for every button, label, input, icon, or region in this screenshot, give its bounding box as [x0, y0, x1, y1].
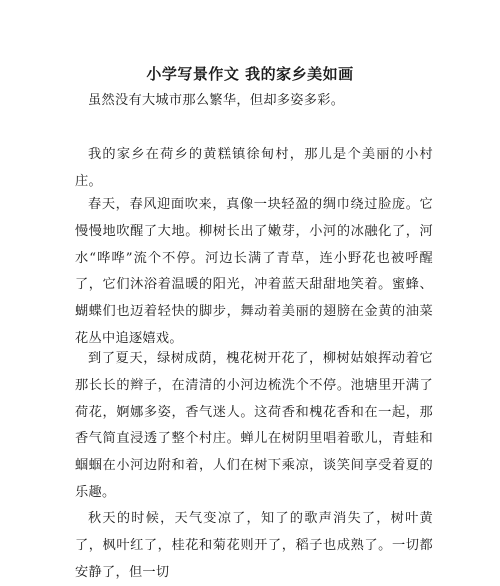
paragraph-autumn: 秋天的时候，天气变凉了，知了的歌声消失了，树叶黄了，枫叶红了，桂花和菊花则开了，稻子也成熟了。一切都安静了，但一切: [75, 511, 433, 580]
paragraph-summer: 到了夏天，绿树成荫，槐花树开花了，柳树姑娘挥动着它那长长的辫子，在清清的小河边梳洗个不停。池塘里开满了荷花，婀娜多姿，香气迷人。这荷香和槐花香和在一起，那香气简直浸透了整个村庄。蝉儿在树阴里唱着歌儿，青蛙和蝈蝈在小河边附和着，人们在树下乘凉，谈笑间享受着夏的乐趣。: [75, 351, 433, 500]
paragraph-hometown: 我的家乡在荷乡的黄糕镇徐甸村，那儿是个美丽的小村庄。: [75, 147, 433, 189]
document-title: 小学写景作文 我的家乡美如画: [146, 65, 354, 83]
paragraph-intro: 虽然没有大城市那么繁华，但却多姿多彩。: [88, 93, 345, 108]
paragraph-spring: 春天，春风迎面吹来，真像一块轻盈的绸巾绕过脸庞。它慢慢地吹醒了大地。柳树长出了嫩芽，小河的冰融化了，河水“哗哗”流个不停。河边长满了青草，连小野花也被呼醒了，它们沐浴着温暖的阳光，冲着蓝天甜甜地笑着。蜜蜂、蝴蝶们也迈着轻快的脚步，舞动着美丽的翅膀在金黄的油菜花丛中追逐嬉戏。: [75, 197, 433, 346]
